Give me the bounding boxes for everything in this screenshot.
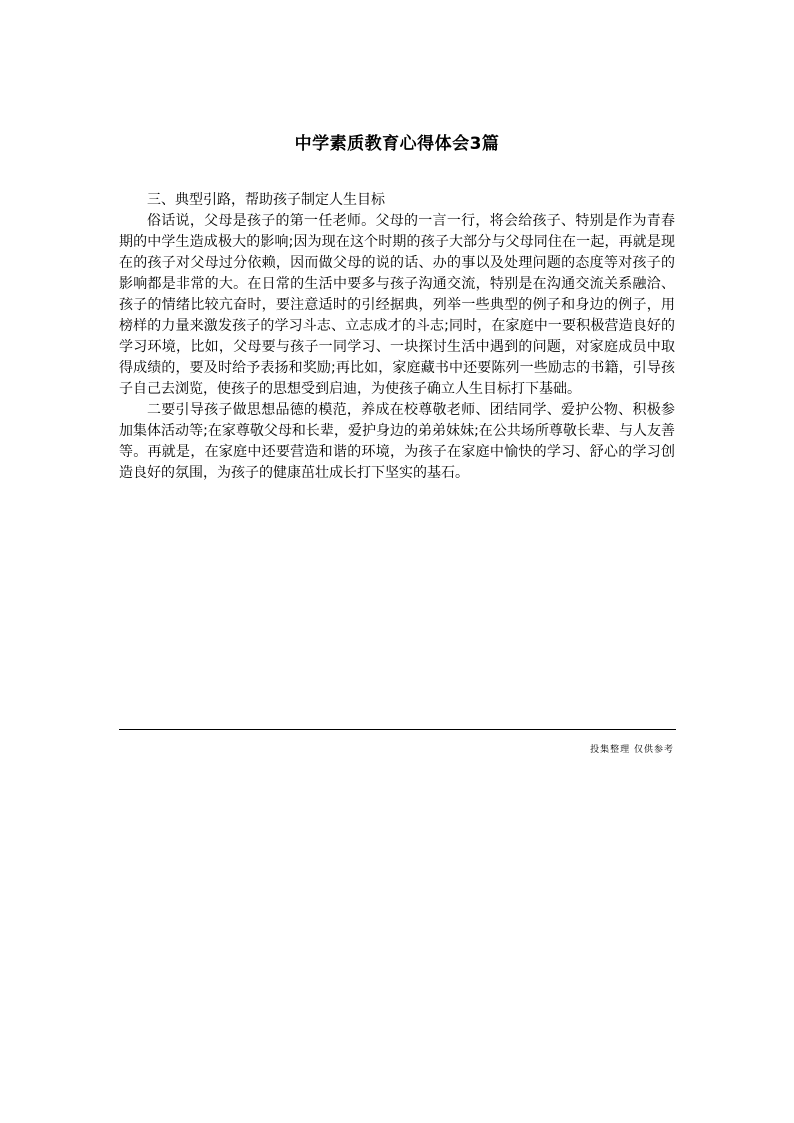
footer-note: 投集整理 仅供参考	[590, 745, 674, 755]
page-title: 中学素质教育心得体会3篇	[294, 134, 500, 154]
paragraph-1: 俗话说，父母是孩子的第一任老师。父母的一言一行，将会给孩子、特别是作为青春期的中学生造成极大的影响;因为现在这个时期的孩子大部分与父母同住在一起，再就是现在的孩子对父母过分依赖，因而做父母的说的话、办的事以及处理问题的态度等对孩子的影响都是非常的大。在日常的生活中要多与孩子沟通交流，特别是在沟通交流关系融洽、孩子的情绪比较亢奋时，要注意适时的引经据典，列举一些典型的例子和身边的例子，用榜样的力量来激发孩子的学习斗志、立志成才的斗志;同时，在家庭中一要积极营造良好的学习环境，比如，父母要与孩子一同学习、一块探讨生活中遇到的问题，对家庭成员中取得成绩的，要及时给予表扬和奖励;再比如，家庭藏书中还要陈列一些励志的书籍，引导孩子自己去浏览，使孩子的思想受到启迪，为使孩子确立人生目标打下基础。	[119, 213, 675, 397]
footer-divider	[119, 729, 676, 730]
paragraph-2: 二要引导孩子做思想品德的模范，养成在校尊敬老师、团结同学、爱护公物、积极参加集体活动等;在家尊敬父母和长辈，爱护身边的弟弟妹妹;在公共场所尊敬长辈、与人友善等。再就是，在家庭中还要营造和谐的环境，为孩子在家庭中愉快的学习、舒心的学习创造良好的氛围，为孩子的健康茁壮成长打下坚实的基石。	[119, 402, 675, 481]
section-heading: 三、典型引路，帮助孩子制定人生目标	[147, 192, 385, 208]
document-body	[119, 190, 675, 484]
